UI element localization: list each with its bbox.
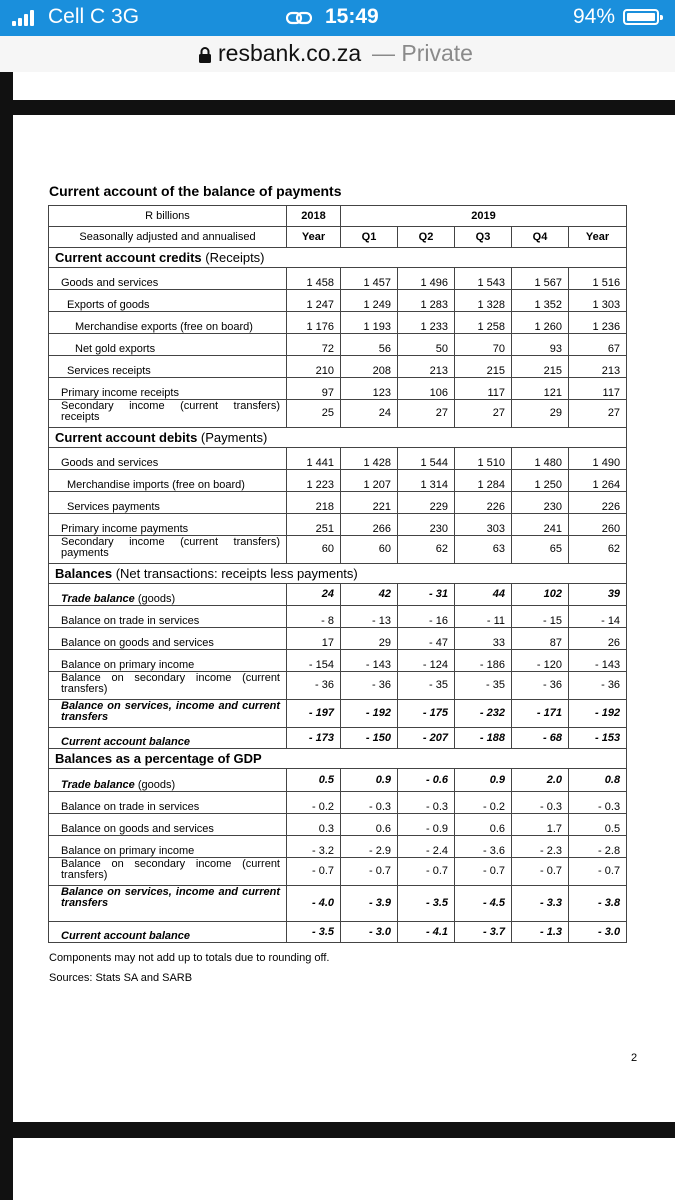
- table-row: [49, 858, 627, 886]
- cell-value: 17: [287, 628, 341, 650]
- cell-value: 1 480: [512, 448, 569, 470]
- cell-value: 1 352: [512, 290, 569, 312]
- section-header: [49, 248, 627, 268]
- section-title-rest: (Payments): [197, 430, 268, 445]
- cell-value: - 175: [398, 700, 455, 728]
- section-title-bold: Current account credits: [55, 250, 202, 265]
- cell-value: 56: [341, 334, 398, 356]
- signal-icon: [12, 10, 34, 26]
- cell-value: 1 258: [455, 312, 512, 334]
- table-row: [49, 628, 627, 650]
- cell-value: 121: [512, 378, 569, 400]
- table-row: [49, 290, 627, 312]
- cell-value: - 36: [512, 672, 569, 700]
- cell-value: 62: [569, 536, 627, 564]
- cell-value: 1 264: [569, 470, 627, 492]
- year-2018-header: 2018: [287, 206, 341, 227]
- cell-value: - 192: [569, 700, 627, 728]
- private-label: — Private: [372, 40, 473, 66]
- table-row: [49, 606, 627, 628]
- section-title: [49, 428, 627, 448]
- cell-value: - 0.7: [512, 858, 569, 886]
- cell-value: 29: [512, 400, 569, 428]
- section-header: [49, 564, 627, 584]
- row-label: Balance on services, income and current transfers: [49, 700, 287, 728]
- cell-value: - 153: [569, 728, 627, 749]
- cell-value: 2.0: [512, 769, 569, 792]
- carrier-label: Cell C 3G: [48, 5, 140, 28]
- cell-value: - 36: [341, 672, 398, 700]
- cell-value: 0.9: [455, 769, 512, 792]
- cell-value: 72: [287, 334, 341, 356]
- row-label: Current account balance: [49, 728, 287, 749]
- cell-value: 303: [455, 514, 512, 536]
- cell-value: - 16: [398, 606, 455, 628]
- cell-value: - 124: [398, 650, 455, 672]
- url-domain[interactable]: resbank.co.za: [218, 40, 362, 66]
- unit-label: R billions: [49, 206, 287, 227]
- cell-value: 1 236: [569, 312, 627, 334]
- cell-value: - 188: [455, 728, 512, 749]
- cell-value: - 150: [341, 728, 398, 749]
- cell-value: 63: [455, 536, 512, 564]
- cell-value: 1.7: [512, 814, 569, 836]
- cell-value: - 3.9: [341, 886, 398, 922]
- cell-value: - 173: [287, 728, 341, 749]
- cell-value: 50: [398, 334, 455, 356]
- cell-value: 213: [569, 356, 627, 378]
- cell-value: 1 193: [341, 312, 398, 334]
- row-label: Merchandise exports (free on board): [49, 312, 287, 334]
- cell-value: - 120: [512, 650, 569, 672]
- cell-value: 42: [341, 584, 398, 606]
- cell-value: - 1.3: [512, 922, 569, 943]
- cell-value: 1 567: [512, 268, 569, 290]
- cell-value: 1 207: [341, 470, 398, 492]
- table-row: [49, 650, 627, 672]
- cell-value: - 14: [569, 606, 627, 628]
- cell-value: - 0.3: [512, 792, 569, 814]
- row-label: Balance on services, income and current transfers: [49, 886, 287, 922]
- row-label: Balance on secondary income (current transfers): [49, 858, 287, 886]
- row-label: Net gold exports: [49, 334, 287, 356]
- row-label-bold: Trade balance: [61, 779, 135, 791]
- row-label: Exports of goods: [49, 290, 287, 312]
- table-row: [49, 334, 627, 356]
- section-title-bold: Balances: [55, 566, 113, 581]
- rounding-note: Components may not add up to totals due to rounding off.: [49, 952, 330, 964]
- cell-value: 93: [512, 334, 569, 356]
- cell-value: - 0.7: [569, 858, 627, 886]
- col-header: Year: [569, 227, 627, 248]
- cell-value: 1 510: [455, 448, 512, 470]
- cell-value: 0.6: [455, 814, 512, 836]
- status-bar: [0, 0, 675, 36]
- col-header: Q2: [398, 227, 455, 248]
- row-label: Services receipts: [49, 356, 287, 378]
- cell-value: - 3.6: [455, 836, 512, 858]
- cell-value: 266: [341, 514, 398, 536]
- cell-value: 230: [398, 514, 455, 536]
- cell-value: 97: [287, 378, 341, 400]
- section-title-rest: (Net transactions: receipts less payments): [112, 566, 358, 581]
- table-row: [49, 769, 627, 792]
- table-row: [49, 268, 627, 290]
- cell-value: - 2.3: [512, 836, 569, 858]
- adjustment-label: Seasonally adjusted and annualised: [49, 227, 287, 248]
- page-left-edge: [0, 72, 13, 1200]
- table-row: [49, 814, 627, 836]
- row-label: Current account balance: [49, 922, 287, 943]
- row-label: Merchandise imports (free on board): [49, 470, 287, 492]
- cell-value: - 11: [455, 606, 512, 628]
- page-top-edge: [0, 100, 675, 115]
- cell-value: - 0.7: [455, 858, 512, 886]
- cell-value: - 13: [341, 606, 398, 628]
- cell-value: - 0.7: [341, 858, 398, 886]
- section-header: [49, 428, 627, 448]
- cell-value: 24: [287, 584, 341, 606]
- row-label: Balance on goods and services: [49, 628, 287, 650]
- cell-value: 0.8: [569, 769, 627, 792]
- cell-value: - 35: [455, 672, 512, 700]
- cell-value: 25: [287, 400, 341, 428]
- document-title: Current account of the balance of payments: [49, 183, 342, 199]
- cell-value: 67: [569, 334, 627, 356]
- cell-value: 1 543: [455, 268, 512, 290]
- cell-value: - 36: [287, 672, 341, 700]
- section-title: [49, 749, 627, 769]
- cell-value: - 36: [569, 672, 627, 700]
- table-row: [49, 356, 627, 378]
- cell-value: 65: [512, 536, 569, 564]
- cell-value: 1 428: [341, 448, 398, 470]
- row-label: Balance on trade in services: [49, 792, 287, 814]
- cell-value: - 68: [512, 728, 569, 749]
- cell-value: 123: [341, 378, 398, 400]
- cell-value: 226: [569, 492, 627, 514]
- cell-value: - 0.2: [287, 792, 341, 814]
- row-label: Balance on goods and services: [49, 814, 287, 836]
- cell-value: 1 457: [341, 268, 398, 290]
- cell-value: - 3.0: [341, 922, 398, 943]
- battery-percent: 94%: [573, 5, 616, 28]
- row-label: Secondary income (current transfers) payments: [49, 536, 287, 564]
- row-label-rest: (goods): [134, 779, 176, 791]
- col-header: Year: [287, 227, 341, 248]
- cell-value: 208: [341, 356, 398, 378]
- url-bar[interactable]: [0, 36, 675, 72]
- table-row: [49, 700, 627, 728]
- cell-value: - 47: [398, 628, 455, 650]
- cell-value: - 2.4: [398, 836, 455, 858]
- cell-value: 0.9: [341, 769, 398, 792]
- table-row: [49, 836, 627, 858]
- cell-value: 1 314: [398, 470, 455, 492]
- row-label: Goods and services: [49, 268, 287, 290]
- cell-value: 1 328: [455, 290, 512, 312]
- cell-value: - 15: [512, 606, 569, 628]
- table-row: [49, 448, 627, 470]
- cell-value: 87: [512, 628, 569, 650]
- col-header: Q4: [512, 227, 569, 248]
- cell-value: 251: [287, 514, 341, 536]
- cell-value: - 171: [512, 700, 569, 728]
- cell-value: 1 441: [287, 448, 341, 470]
- row-label: Goods and services: [49, 448, 287, 470]
- cell-value: 1 176: [287, 312, 341, 334]
- table-row: [49, 792, 627, 814]
- row-label: Services payments: [49, 492, 287, 514]
- cell-value: - 3.5: [287, 922, 341, 943]
- cell-value: 26: [569, 628, 627, 650]
- cell-value: 1 223: [287, 470, 341, 492]
- table-row: [49, 536, 627, 564]
- cell-value: 226: [455, 492, 512, 514]
- section-title: [49, 248, 627, 268]
- table-row: [49, 514, 627, 536]
- year-2019-header: 2019: [341, 206, 627, 227]
- lock-icon: [198, 46, 212, 64]
- cell-value: 0.5: [569, 814, 627, 836]
- cell-value: 24: [341, 400, 398, 428]
- cell-value: - 35: [398, 672, 455, 700]
- cell-value: - 8: [287, 606, 341, 628]
- cell-value: - 0.7: [287, 858, 341, 886]
- row-label: Balance on primary income: [49, 650, 287, 672]
- cell-value: 27: [455, 400, 512, 428]
- cell-value: 241: [512, 514, 569, 536]
- col-header: Q1: [341, 227, 398, 248]
- cell-value: 1 283: [398, 290, 455, 312]
- cell-value: 229: [398, 492, 455, 514]
- table-row: [49, 312, 627, 334]
- cell-value: 1 303: [569, 290, 627, 312]
- row-label: Secondary income (current transfers) receipts: [49, 400, 287, 428]
- col-header: Q3: [455, 227, 512, 248]
- cell-value: 1 250: [512, 470, 569, 492]
- header-row-periods: [49, 227, 627, 248]
- cell-value: 1 284: [455, 470, 512, 492]
- table-row: [49, 728, 627, 749]
- row-label: Balance on primary income: [49, 836, 287, 858]
- cell-value: 1 496: [398, 268, 455, 290]
- cell-value: 1 247: [287, 290, 341, 312]
- cell-value: 29: [341, 628, 398, 650]
- cell-value: 1 260: [512, 312, 569, 334]
- cell-value: 0.5: [287, 769, 341, 792]
- cell-value: 117: [569, 378, 627, 400]
- table-row: [49, 378, 627, 400]
- cell-value: 33: [455, 628, 512, 650]
- cell-value: - 4.1: [398, 922, 455, 943]
- cell-value: - 3.2: [287, 836, 341, 858]
- sources-note: Sources: Stats SA and SARB: [49, 972, 193, 984]
- cell-value: 0.3: [287, 814, 341, 836]
- cell-value: - 0.3: [569, 792, 627, 814]
- cell-value: 27: [398, 400, 455, 428]
- cell-value: 27: [569, 400, 627, 428]
- page-bottom-edge: [0, 1122, 675, 1138]
- cell-value: - 0.7: [398, 858, 455, 886]
- cell-value: - 186: [455, 650, 512, 672]
- row-label: Balance on secondary income (current transfers): [49, 672, 287, 700]
- cell-value: - 2.9: [341, 836, 398, 858]
- cell-value: 62: [398, 536, 455, 564]
- section-header: [49, 749, 627, 769]
- cell-value: 260: [569, 514, 627, 536]
- cell-value: - 143: [341, 650, 398, 672]
- balance-of-payments-table: [48, 205, 627, 943]
- row-label: Primary income receipts: [49, 378, 287, 400]
- cell-value: 213: [398, 356, 455, 378]
- table-row: [49, 584, 627, 606]
- cell-value: - 192: [341, 700, 398, 728]
- cell-value: - 207: [398, 728, 455, 749]
- cell-value: 1 458: [287, 268, 341, 290]
- row-label: Primary income payments: [49, 514, 287, 536]
- section-title-bold: Balances as a percentage of GDP: [55, 751, 262, 766]
- cell-value: - 0.2: [455, 792, 512, 814]
- cell-value: - 2.8: [569, 836, 627, 858]
- cell-value: 230: [512, 492, 569, 514]
- row-label: Balance on trade in services: [49, 606, 287, 628]
- table-row: [49, 886, 627, 922]
- cell-value: - 143: [569, 650, 627, 672]
- cell-value: 44: [455, 584, 512, 606]
- table-row: [49, 492, 627, 514]
- cell-value: 60: [341, 536, 398, 564]
- cell-value: 70: [455, 334, 512, 356]
- cell-value: 106: [398, 378, 455, 400]
- cell-value: - 31: [398, 584, 455, 606]
- cell-value: 1 544: [398, 448, 455, 470]
- cell-value: - 4.0: [287, 886, 341, 922]
- row-label-bold: Trade balance: [61, 593, 135, 605]
- cell-value: 210: [287, 356, 341, 378]
- battery-icon: [623, 9, 659, 25]
- cell-value: - 0.3: [398, 792, 455, 814]
- link-icon: [286, 9, 312, 27]
- cell-value: - 3.7: [455, 922, 512, 943]
- cell-value: - 4.5: [455, 886, 512, 922]
- cell-value: 0.6: [341, 814, 398, 836]
- cell-value: - 154: [287, 650, 341, 672]
- cell-value: 1 249: [341, 290, 398, 312]
- clock-time: 15:49: [325, 5, 379, 28]
- cell-value: - 232: [455, 700, 512, 728]
- cell-value: - 3.8: [569, 886, 627, 922]
- cell-value: - 3.5: [398, 886, 455, 922]
- cell-value: - 0.9: [398, 814, 455, 836]
- cell-value: 102: [512, 584, 569, 606]
- cell-value: - 3.0: [569, 922, 627, 943]
- cell-value: 215: [512, 356, 569, 378]
- section-title-bold: Current account debits: [55, 430, 198, 445]
- cell-value: 221: [341, 492, 398, 514]
- cell-value: 39: [569, 584, 627, 606]
- table-row: [49, 470, 627, 492]
- cell-value: - 0.3: [341, 792, 398, 814]
- cell-value: - 197: [287, 700, 341, 728]
- row-label: [49, 584, 287, 606]
- table-row: [49, 672, 627, 700]
- row-label: [49, 769, 287, 792]
- section-title-rest: (Receipts): [201, 250, 265, 265]
- cell-value: 1 490: [569, 448, 627, 470]
- cell-value: 218: [287, 492, 341, 514]
- cell-value: 117: [455, 378, 512, 400]
- table-row: [49, 400, 627, 428]
- cell-value: 215: [455, 356, 512, 378]
- table-row: [49, 922, 627, 943]
- header-row-years: [49, 206, 627, 227]
- cell-value: - 3.3: [512, 886, 569, 922]
- section-title: [49, 564, 627, 584]
- cell-value: 60: [287, 536, 341, 564]
- cell-value: - 0.6: [398, 769, 455, 792]
- row-label-rest: (goods): [134, 593, 176, 605]
- page-number: 2: [631, 1052, 638, 1064]
- cell-value: 1 233: [398, 312, 455, 334]
- cell-value: 1 516: [569, 268, 627, 290]
